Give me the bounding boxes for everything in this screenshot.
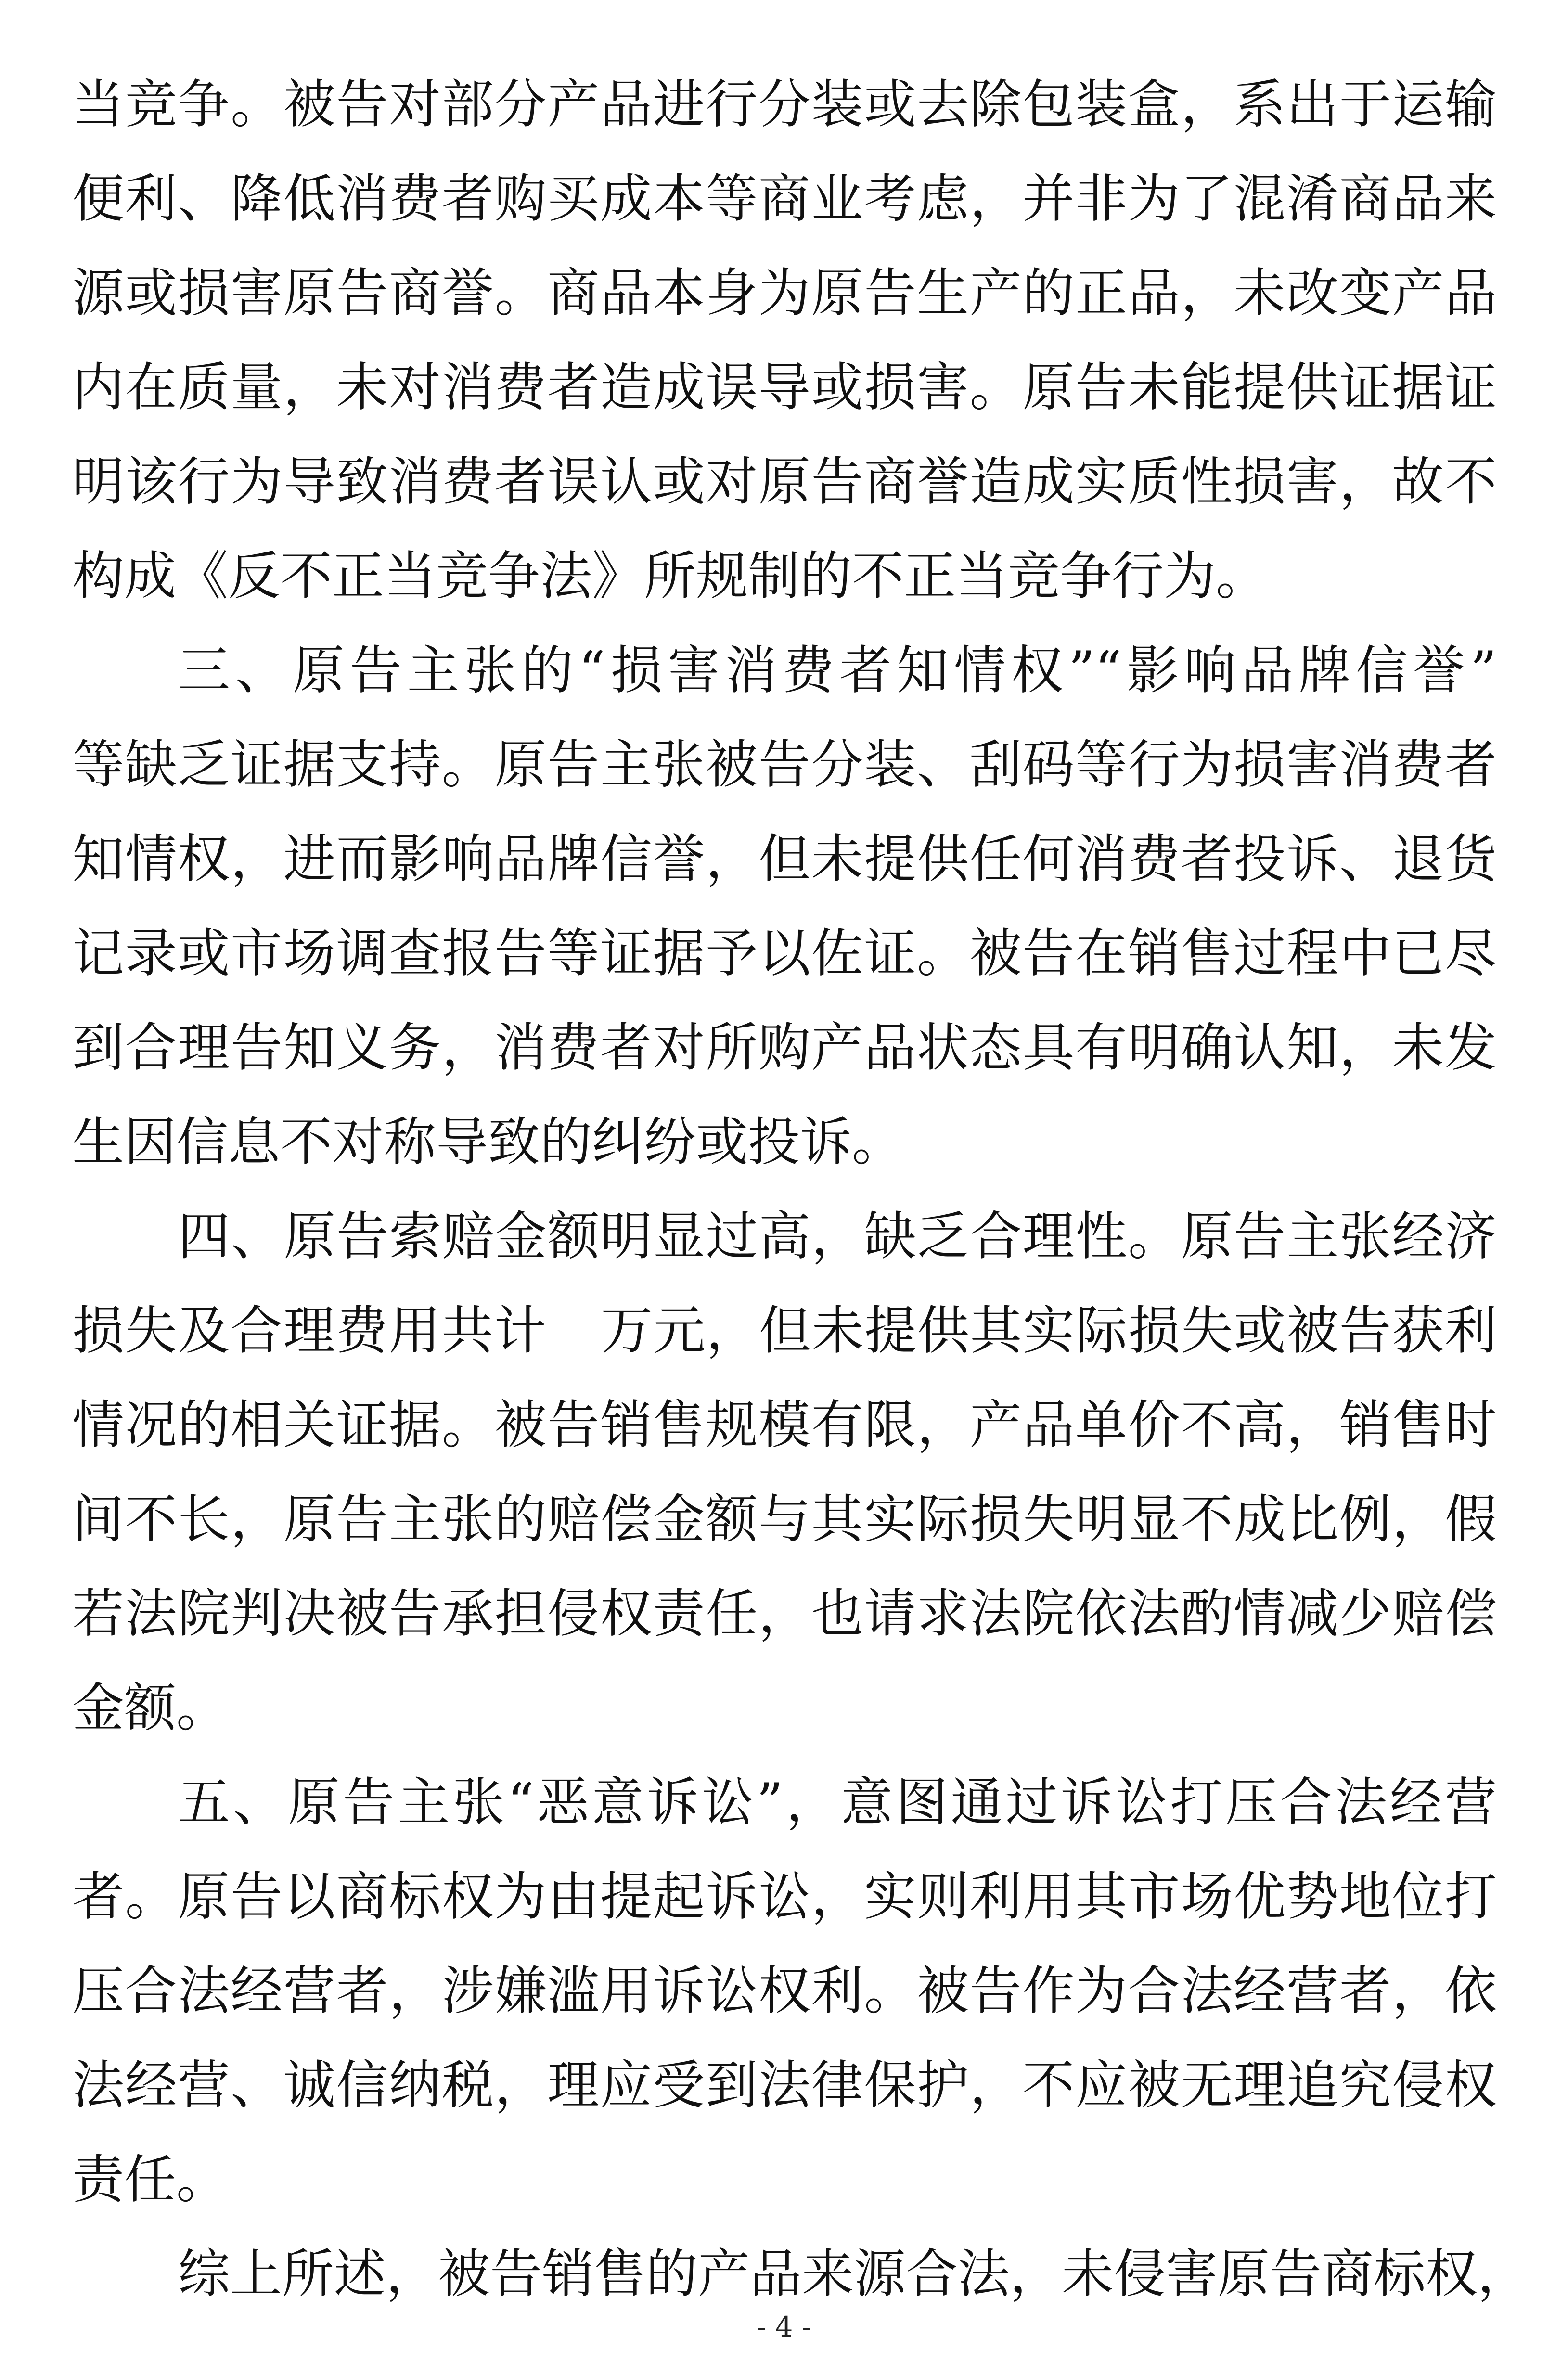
text-line: 源或损害原告商誉。商品本身为原告生产的正品，未改变产品	[72, 263, 1497, 323]
text-line: 便利、降低消费者购买成本等商业考虑，并非为了混淆商品来	[72, 169, 1497, 229]
page-number: - 4 -	[757, 2311, 811, 2343]
text-line: 压合法经营者，涉嫌滥用诉讼权利。被告作为合法经营者，依	[72, 1961, 1497, 2021]
text-line: 到合理告知义务，消费者对所购产品状态具有明确认知，未发	[72, 1018, 1497, 1078]
text-line: 金额。	[72, 1678, 229, 1738]
conclusion-line: 综上所述，被告销售的产品来源合法，未侵害原告商标权，	[178, 2244, 1530, 2304]
text-line-with-blank	[72, 1284, 1497, 1378]
body-text	[72, 58, 1530, 2322]
text-line: 间不长，原告主张的赔偿金额与其实际损失明显不成比例，假	[72, 1490, 1497, 1550]
text-line: 等缺乏证据支持。原告主张被告分装、刮码等行为损害消费者	[72, 735, 1497, 795]
paragraph-heading-5: 五、原告主张“恶意诉讼”，意图通过诉讼打压合法经营	[178, 1772, 1497, 1833]
text-line: 法经营、诚信纳税，理应受到法律保护，不应被无理追究侵权	[72, 2055, 1497, 2116]
text-line: 明该行为导致消费者误认或对原告商誉造成实质性损害，故不	[72, 452, 1497, 512]
paragraph-heading-3: 三、原告主张的“损害消费者知情权”“影响品牌信誉”	[178, 641, 1497, 701]
text-line: 若法院判决被告承担侵权责任，也请求法院依法酌情减少赔偿	[72, 1584, 1497, 1644]
text-line: 生因信息不对称导致的纠纷或投诉。	[72, 1112, 904, 1172]
text-line: 情况的相关证据。被告销售规模有限，产品单价不高，销售时	[72, 1395, 1497, 1455]
text-line: 记录或市场调查报告等证据予以佐证。被告在销售过程中已尽	[72, 924, 1497, 984]
text-line: 内在质量，未对消费者造成误导或损害。原告未能提供证据证	[72, 358, 1497, 418]
text-line: 构成《反不正当竞争法》所规制的不正当竞争行为。	[72, 546, 1268, 606]
text-segment: 损失及合理费用共计	[72, 1301, 547, 1361]
text-segment: 万元，但未提供其实际损失或被告获利	[600, 1301, 1497, 1361]
text-line: 知情权，进而影响品牌信誉，但未提供任何消费者投诉、退货	[72, 829, 1497, 889]
text-line: 者。原告以商标权为由提起诉讼，实则利用其市场优势地位打	[72, 1867, 1497, 1927]
paragraph-heading-4: 四、原告索赔金额明显过高，缺乏合理性。原告主张经济	[178, 1207, 1497, 1267]
text-line: 责任。	[72, 2150, 229, 2210]
text-line: 当竞争。被告对部分产品进行分装或去除包装盒，系出于运输	[72, 75, 1497, 135]
